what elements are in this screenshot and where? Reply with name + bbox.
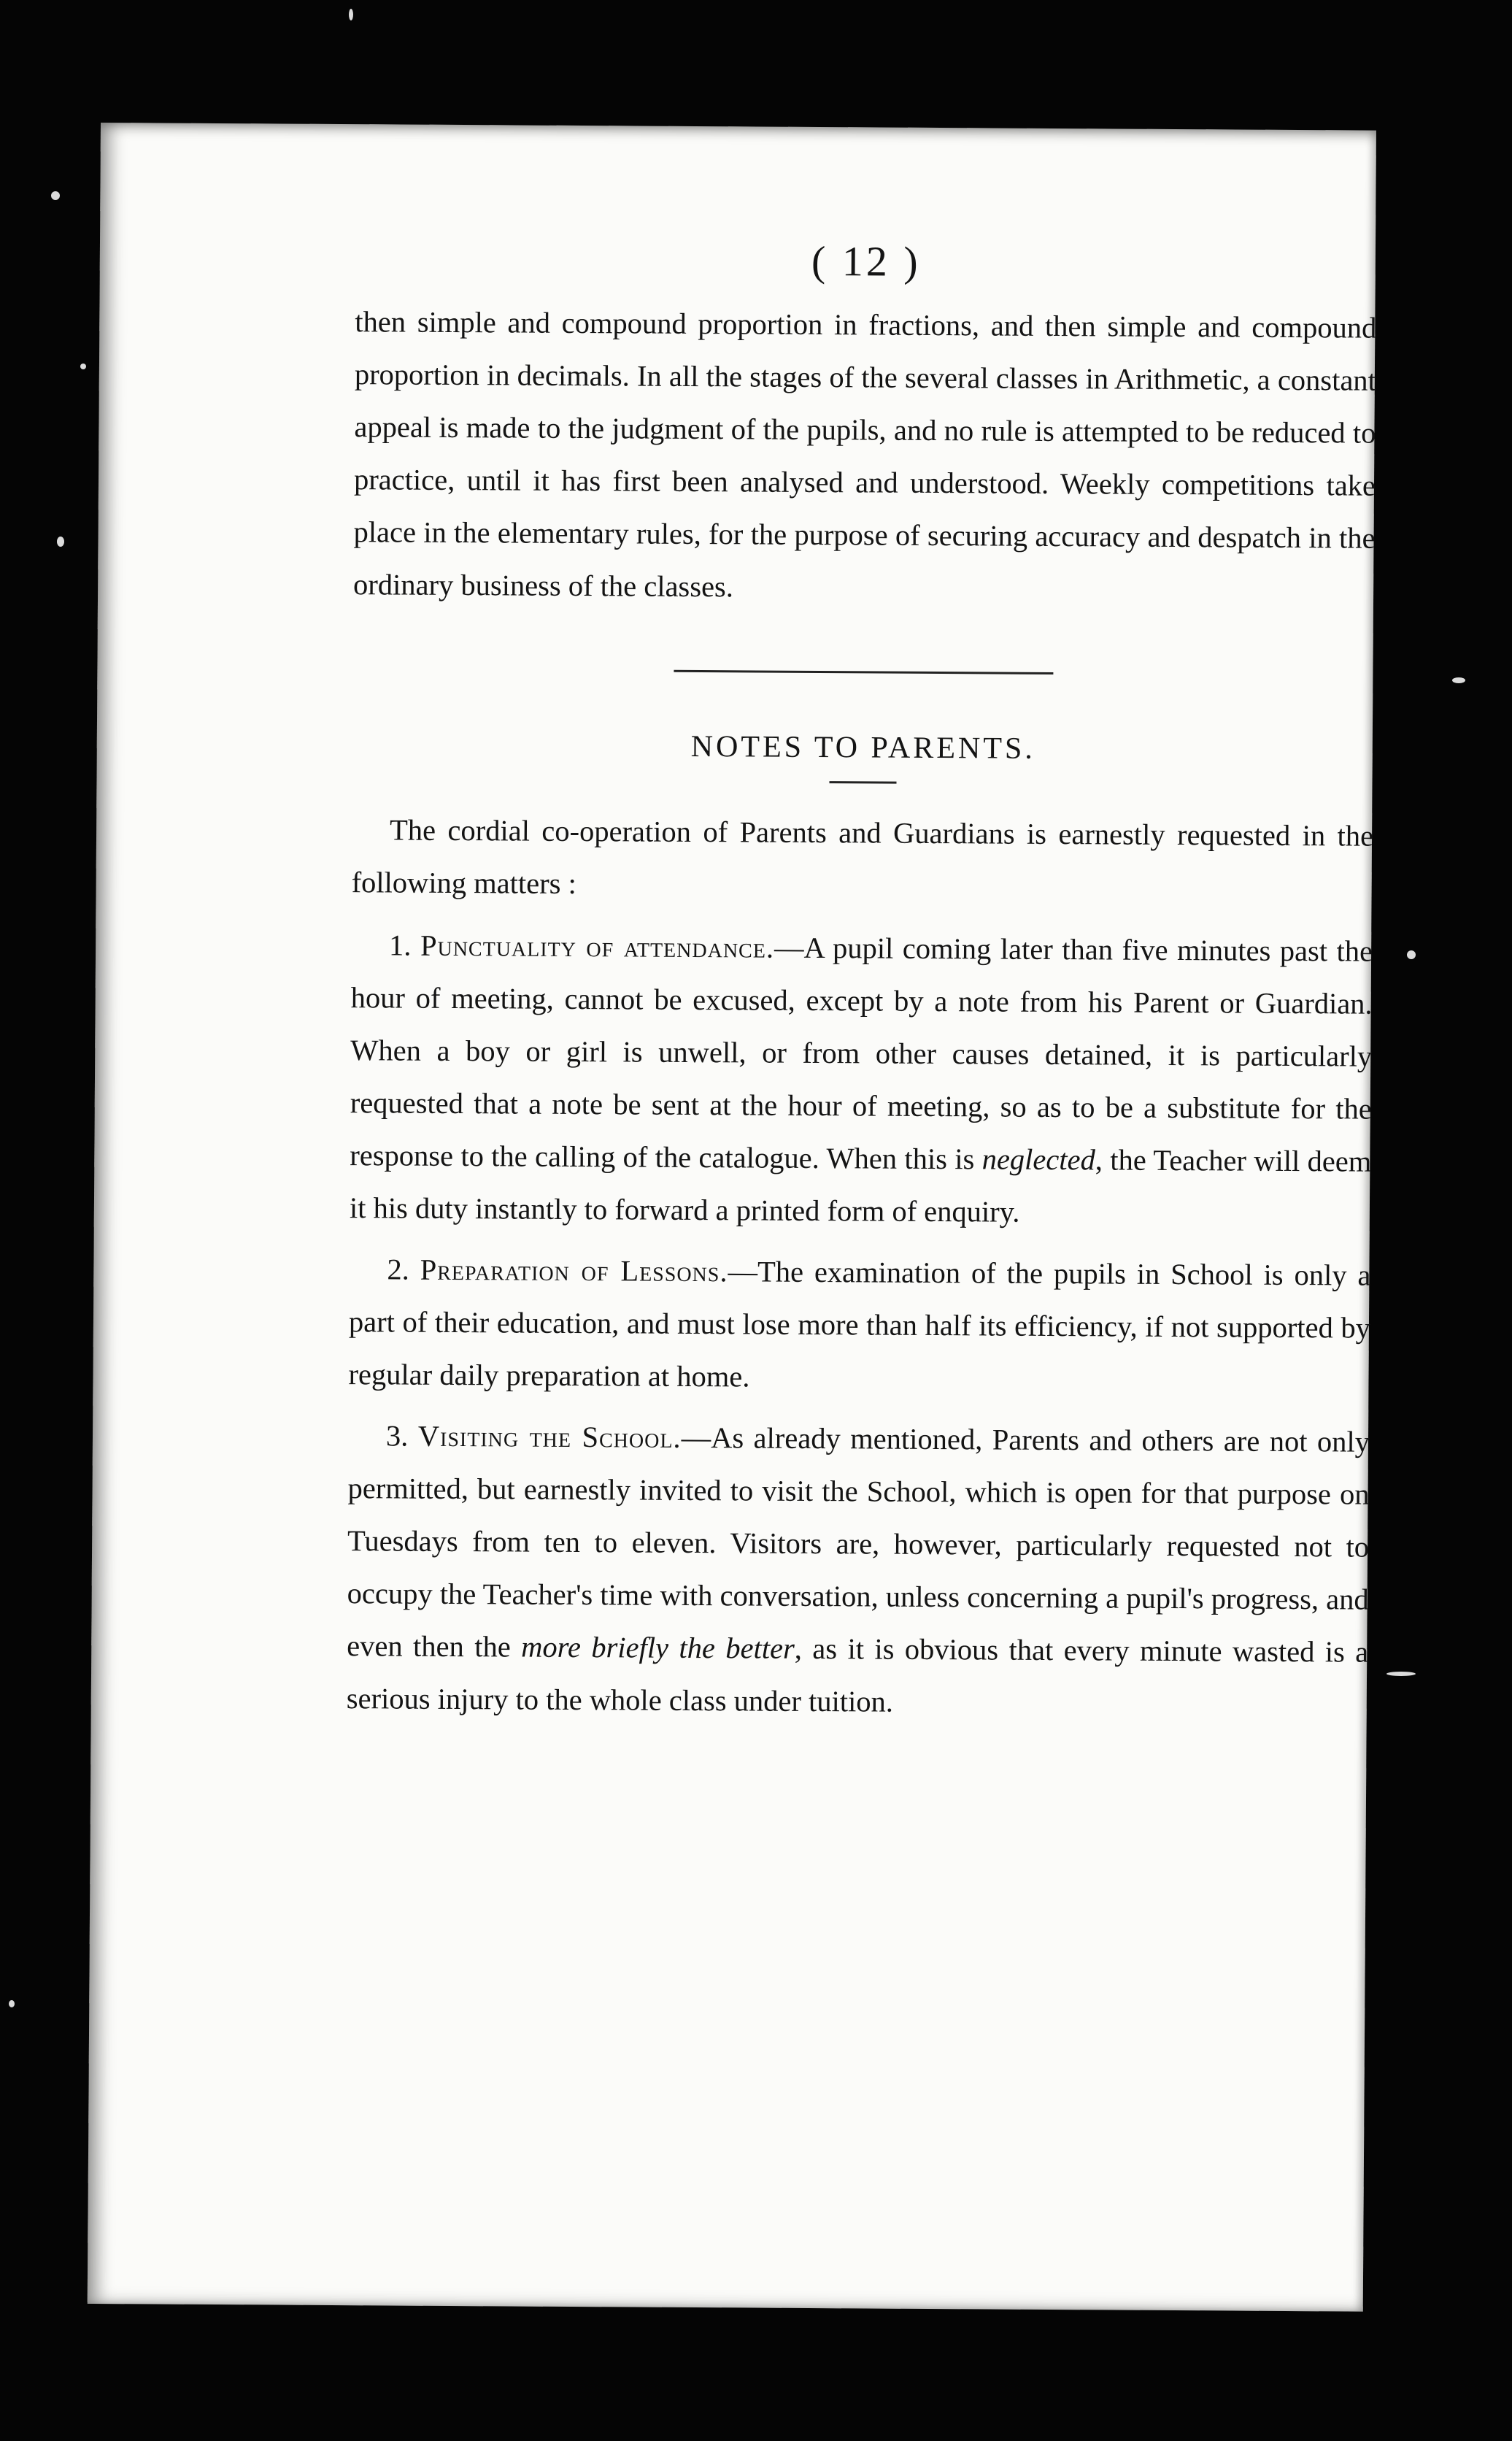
item-text-end: , as it is obvious that every minute wasted is a serious injury to the whole class under tuition. — [346, 1631, 1369, 1718]
note-item-punctuality — [350, 919, 1373, 1241]
item-text-end: , the Teacher will deem it his duty instantly to forward a printed form of enquiry. — [349, 1143, 1372, 1229]
scan-speck — [1452, 677, 1465, 683]
scan-speck — [80, 364, 86, 369]
item-text: —A pupil coming later than five minutes past the hour of meeting, cannot be excused, except by a note from his Parent or Guardian. When a boy or girl is unwell, or from other causes detained, it is particularly requested that a note be sent at the hour of meeting, so as to be a substitute for the response to the calling of the catalogue. When this is — [350, 931, 1373, 1176]
scan-speck — [1386, 1672, 1416, 1676]
item-number: 1. — [388, 929, 412, 962]
scan-speck — [1407, 950, 1416, 959]
scan-speck — [9, 2000, 15, 2007]
item-heading: Punctuality of attendance. — [420, 929, 775, 964]
item-italic-text: more briefly the better — [521, 1630, 795, 1665]
intro-paragraph: The cordial co-operation of Parents and Guardians is earnestly requested in the following matters : — [351, 813, 1374, 901]
item-text: —The examination of the pupils in School is only a part of their education, and must lose more than half its efficiency, if not supported by regular daily preparation at home. — [348, 1255, 1371, 1394]
page-number: ( 12 ) — [811, 237, 921, 285]
item-text: —As already mentioned, Parents and others are not only permitted, but earnestly invited to visit the School, which is open for that purpose on Tuesdays from ten to eleven. Visitors are, however, particularly requested not to occupy the Teacher's time with conversation, unless concerning a pupil's progress, and even then the — [347, 1421, 1370, 1664]
note-item-visiting — [347, 1410, 1370, 1731]
item-italic-text: neglected — [981, 1142, 1095, 1177]
document-page — [88, 123, 1376, 2312]
item-number: 3. — [385, 1419, 409, 1453]
page-content — [347, 234, 1377, 1731]
scan-speck — [57, 537, 64, 547]
scan-speck — [51, 191, 60, 200]
section-title: NOTES TO PARENTS. — [690, 729, 1036, 766]
item-number: 2. — [387, 1253, 409, 1286]
continuation-paragraph: then simple and compound proportion in fractions, and then simple and compound proportion in decimals. In all the stages of the several classes in Arithmetic, a constant appeal is made to the judgment of the pupils, and no rule is attempted to be reduced to practice, until it has first been analysed and understood. Weekly competitions take place in the elementary rules, for the purpose of securing accuracy and despatch in the ordinary business of the classes. — [353, 305, 1377, 604]
section-divider — [674, 670, 1053, 674]
item-heading: Visiting the School. — [417, 1419, 682, 1454]
note-item-preparation — [348, 1243, 1370, 1407]
scan-speck — [349, 9, 353, 20]
item-heading: Preparation of Lessons. — [420, 1253, 728, 1288]
title-underline — [829, 781, 896, 784]
